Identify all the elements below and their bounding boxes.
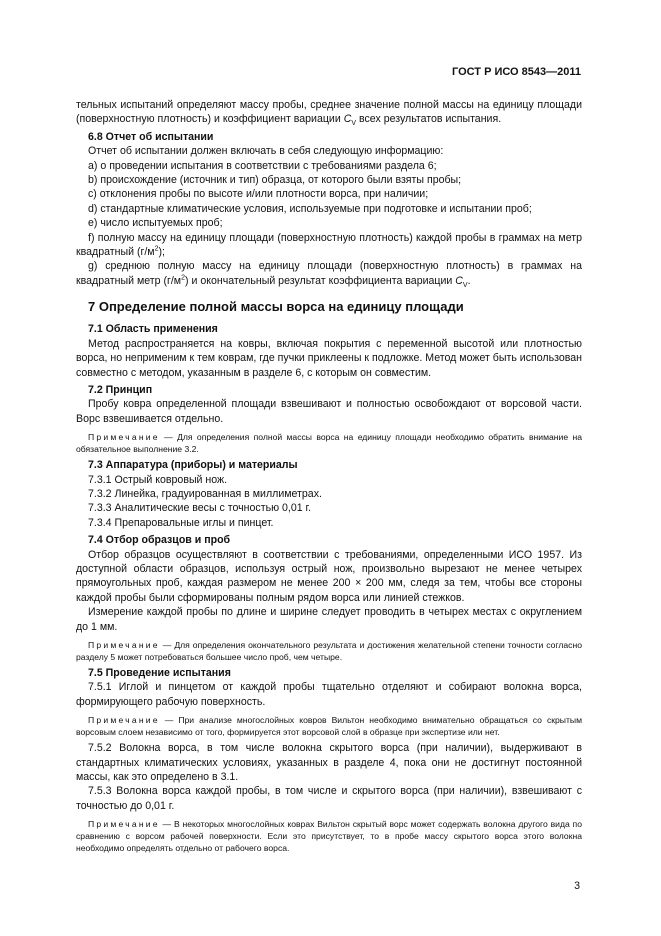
document-id-header: ГОСТ Р ИСО 8543—2011 — [451, 66, 581, 78]
section-7-5-title: 7.5 Проведение испытания — [88, 667, 231, 679]
section-7-4-paragraph: Измерение каждой пробы по длине и ширине следует проводить в четырех местах с округлением до 1 мм. — [76, 606, 582, 633]
section-7-title: 7 Определение полной массы ворса на единицу площади — [88, 299, 464, 315]
list-item: d) стандартные климатические условия, используемые при подготовке и испытании проб; — [88, 202, 532, 215]
note: Примечание — Для определения окончательного результата и достижения желательной степени точности согласно разделу 5 может потребоваться большее число проб, чем четыре. — [76, 640, 582, 662]
section-6-8-lead: Отчет об испытании должен включать в себя следующую информацию: — [88, 145, 444, 158]
list-item: 7.3.4 Препаровальные иглы и пинцет. — [88, 516, 274, 529]
list-item: 7.3.2 Линейка, градуированная в миллиметрах. — [88, 487, 322, 500]
note: Примечание — Для определения полной массы ворса на единицу площади необходимо обратить внимание на обязательное выполнение 3.2. — [76, 432, 582, 455]
page-number: 3 — [574, 880, 580, 892]
section-7-4-title: 7.4 Отбор образцов и проб — [88, 534, 231, 547]
list-item: c) отклонения пробы по высоте и/или плотности ворса, при наличии; — [88, 188, 429, 201]
list-item: a) о проведении испытания в соответствии с требованиями раздела 6; — [88, 159, 437, 172]
section-7-5-3: 7.5.3 Волокна ворса каждой пробы, в том числе и скрытого ворса (при наличии), взвешивают с точностью до 0,01 г. — [76, 785, 582, 812]
section-7-5-2: 7.5.2 Волокна ворса, в том числе волокна скрытого ворса (при наличии), выдерживают в стандартных климатических условиях, указанных в разделе 4, пока они не достигнут постоянной массы, как это определено в 3.1. — [76, 742, 582, 784]
section-7-2-title: 7.2 Принцип — [88, 383, 153, 396]
section-7-1-title: 7.1 Область применения — [88, 323, 218, 336]
list-item: 7.3.3 Аналитические весы с точностью 0,01 г. — [88, 502, 312, 515]
list-item: 7.3.1 Острый ковровый нож. — [88, 473, 228, 486]
page-content — [76, 98, 582, 857]
list-item: e) число испытуемых проб; — [88, 217, 223, 230]
intro-paragraph: тельных испытаний определяют массу пробы, среднее значение полной массы на единицу площади (поверхностную плотность) и коэффициент вариации $C_V$ всех результатов испытания. — [76, 99, 582, 128]
section-7-5-1: 7.5.1 Иглой и пинцетом от каждой пробы тщательно отделяют и собирают волокна ворса, формирующего рабочую поверхность. — [76, 681, 582, 708]
list-item: b) происхождение (источник и тип) образца, от которого были взяты пробы; — [88, 174, 462, 187]
list-item-g: g) среднюю полную массу на единицу площади (поверхностную плотность) в граммах на квадратный метр $(г/м^2)$ и окончательный результат коэффициента вариации $C_V$. — [76, 260, 582, 289]
note: Примечание — При анализе многослойных ковров Вильтон необходимо внимательно обращаться со скрытым ворсовым слоем независимо от того, формируется этот ворсовой слой в образце при экспертизе или нет. — [76, 715, 582, 738]
section-7-4-paragraph: Отбор образцов осуществляют в соответствии с требованиями, определенными ИСО 1957. Из доступной области образцов, используя острый нож, произвольно вырезают не менее четырех прямоугольных проб, каждая размером не менее 200 × 200 мм, следя за тем, чтобы все стороны каждой пробы были сформированы полным рядом ворса или линией стежков. — [76, 548, 582, 604]
section-6-8-title: 6.8 Отчет об испытании — [88, 130, 214, 143]
section-7-3-title: 7.3 Аппаратура (приборы) и материалы — [88, 459, 298, 472]
note: Примечание — В некоторых многослойных коврах Вильтон скрытый ворс может содержать волокна другого вида по сравнению с ворсом рабочей поверхности. Если это присутствует, то в пробе массу скрытого ворса этого волокна необходимо определять отдельно от рабочего ворса. — [76, 819, 582, 854]
list-item-f: f) полную массу на единицу площади (поверхностную плотность) каждой пробы в граммах на метр квадратный $(г/м^2)$; — [76, 231, 582, 259]
section-7-1-text: Метод распространяется на ковры, включая покрытия с переменной высотой или плотностью ворса, но неприменим к тем коврам, где пучки приклеены к подложке. Метод может быть использован совместно с методом, указанным в разделе 6, с которым он совместим. — [76, 337, 582, 379]
section-7-2-text: Пробу ковра определенной площади взвешивают и полностью освобождают от ворсовой части. Ворс взвешивается отдельно. — [76, 398, 582, 425]
